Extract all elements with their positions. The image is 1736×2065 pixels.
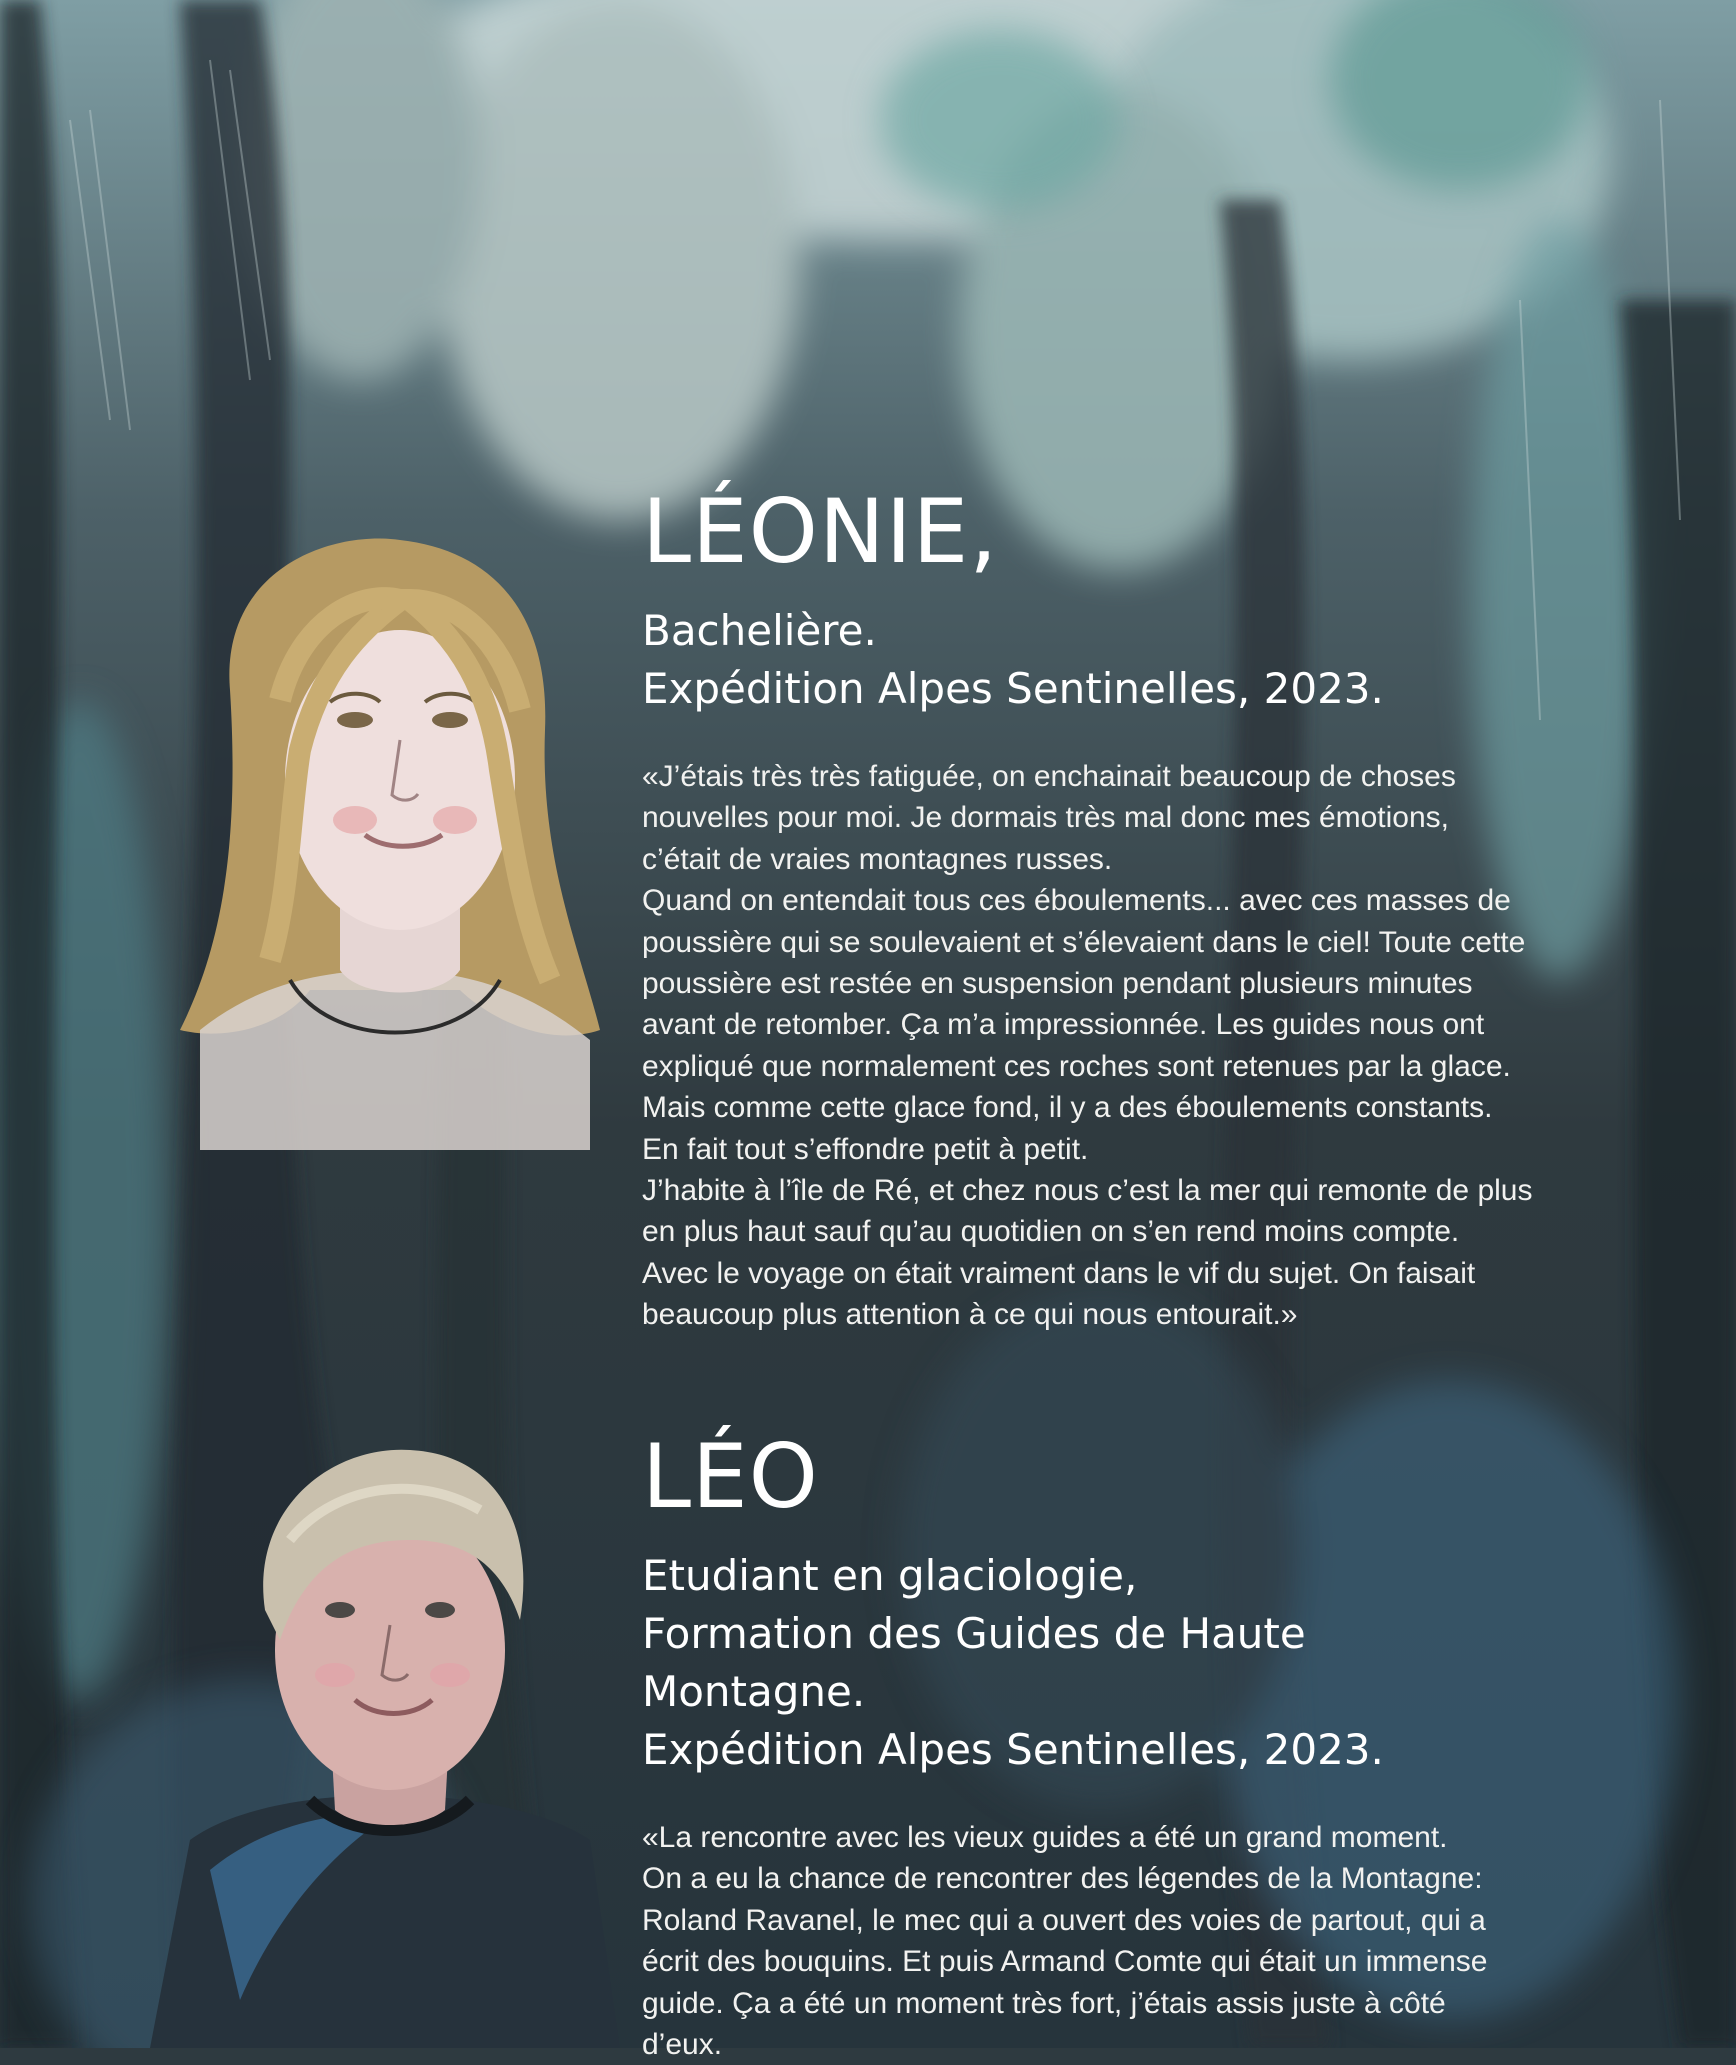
profile-name: LÉONIE, bbox=[642, 480, 999, 583]
profile-leo bbox=[642, 1425, 1652, 2065]
profile-name: LÉO bbox=[642, 1425, 819, 1528]
quote-line: Avec le voyage on était vraiment dans le vif du sujet. On faisait bbox=[642, 1256, 1476, 1290]
subtitle-line: Expédition Alpes Sentinelles, 2023. bbox=[642, 664, 1384, 713]
quote-line: poussière est restée en suspension pendant plusieurs minutes bbox=[642, 967, 1473, 1001]
quote-line: Mais comme cette glace fond, il y a des éboulements constants. bbox=[642, 1091, 1493, 1125]
subtitle-line: Expédition Alpes Sentinelles, 2023. bbox=[642, 1725, 1384, 1774]
quote-line: J’habite à l’île de Ré, et chez nous c’est la mer qui remonte de plus bbox=[642, 1174, 1533, 1208]
quote-line: «J’étais très très fatiguée, on enchainait beaucoup de choses bbox=[642, 760, 1456, 793]
quote-line: On a eu la chance de rencontrer des légendes de la Montagne: bbox=[642, 1862, 1483, 1896]
quote-line: écrit des bouquins. Et puis Armand Comte qui était un immense bbox=[642, 1945, 1488, 1979]
quote-line: nouvelles pour moi. Je dormais très mal donc mes émotions, bbox=[642, 801, 1450, 835]
quote-line: En fait tout s’effondre petit à petit. bbox=[642, 1132, 1089, 1166]
quote-line: poussière qui se soulevaient et s’élevaient dans le ciel! Toute cette bbox=[642, 925, 1526, 959]
quote-line: en plus haut sauf qu’au quotidien on s’en rend moins compte. bbox=[642, 1215, 1460, 1249]
quote-line: c’était de vraies montagnes russes. bbox=[642, 842, 1113, 876]
subtitle-line: Etudiant en glaciologie, bbox=[642, 1551, 1138, 1600]
profile-quote bbox=[642, 1817, 1652, 2065]
profile-subtitle bbox=[642, 1547, 1652, 1779]
portrait-leonie bbox=[160, 530, 620, 1150]
quote-line: Roland Ravanel, le mec qui a ouvert des voies de partout, qui a bbox=[642, 1903, 1486, 1937]
profile-leonie bbox=[642, 480, 1652, 1336]
profile-quote bbox=[642, 756, 1652, 1336]
quote-line: avant de retomber. Ça m’a impressionnée. Les guides nous ont bbox=[642, 1008, 1485, 1042]
quote-line: beaucoup plus attention à ce qui nous entourait.» bbox=[642, 1298, 1298, 1332]
subtitle-line: Formation des Guides de Haute bbox=[642, 1609, 1306, 1658]
quote-line: d’eux. bbox=[642, 2028, 723, 2062]
subtitle-line: Montagne. bbox=[642, 1667, 866, 1716]
profile-subtitle bbox=[642, 602, 1652, 718]
quote-line: Quand on entendait tous ces éboulements... avec ces masses de bbox=[642, 884, 1511, 918]
quote-line: expliqué que normalement ces roches sont retenues par la glace. bbox=[642, 1049, 1511, 1083]
quote-line: guide. Ça a été un moment très fort, j’étais assis juste à côté bbox=[642, 1986, 1446, 2020]
portrait-leo bbox=[150, 1400, 620, 2048]
quote-line: «La rencontre avec les vieux guides a été un grand moment. bbox=[642, 1821, 1448, 1854]
subtitle-line: Bachelière. bbox=[642, 606, 877, 655]
